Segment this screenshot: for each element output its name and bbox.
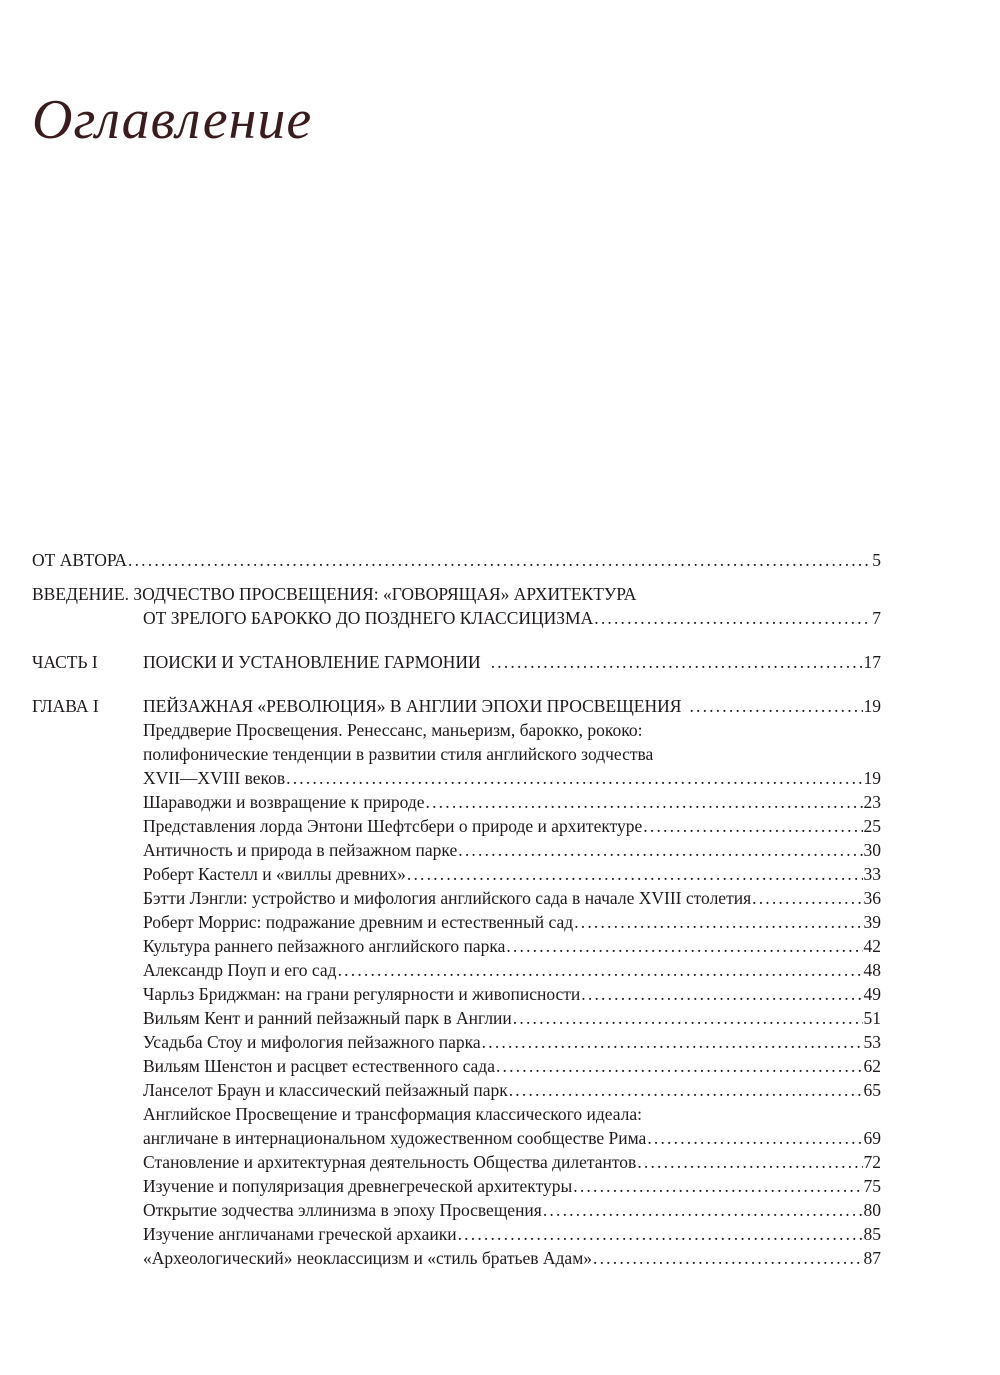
toc-section-entry[interactable]: [32, 982, 881, 1006]
dot-leader: [491, 650, 863, 674]
entry-title: Изучение и популяризация древнегреческой архитектуры: [143, 1176, 573, 1196]
entry-title: Культура раннего пейзажного английского парка: [143, 936, 506, 956]
page-number: 17: [863, 652, 881, 672]
entry-title: Шараводжи и возвращение к природе: [143, 792, 425, 812]
page-number: 48: [863, 960, 881, 980]
entry-title: Бэтти Лэнгли: устройство и мифология английского сада в начале XVIII столетия: [143, 888, 752, 908]
dot-leader: [513, 1006, 863, 1030]
page-number: 19: [863, 768, 881, 788]
entry-title: полифонические тенденции в развитии стиля английского зодчества: [143, 744, 654, 764]
toc-section-entry[interactable]: [32, 814, 881, 838]
entry-title: Преддверие Просвещения. Ренессанс, маньеризм, барокко, рококо:: [143, 720, 643, 740]
dot-leader: [128, 548, 871, 572]
toc-section-entry[interactable]: [32, 934, 881, 958]
toc-section-line[interactable]: [32, 1102, 881, 1126]
entry-title: Чарльз Бриджман: на грани регулярности и живописности: [143, 984, 581, 1004]
toc-section-entry[interactable]: [32, 862, 881, 886]
toc-section-line[interactable]: [32, 742, 881, 766]
toc-section-entry[interactable]: [32, 766, 881, 790]
section-list: [32, 718, 881, 1270]
toc-section-entry[interactable]: [32, 1198, 881, 1222]
page-number: 80: [863, 1200, 881, 1220]
page-number: 51: [863, 1008, 881, 1028]
page-number: 7: [872, 608, 881, 628]
dot-leader: [594, 606, 871, 630]
toc-entry-from-author[interactable]: [32, 548, 881, 572]
toc-section-entry[interactable]: [32, 1174, 881, 1198]
toc-section-entry[interactable]: [32, 1126, 881, 1150]
dot-leader: [458, 1222, 863, 1246]
dot-leader: [689, 694, 862, 718]
dot-leader: [509, 1078, 863, 1102]
entry-title: ПЕЙЗАЖНАЯ «РЕВОЛЮЦИЯ» В АНГЛИИ ЭПОХИ ПРОСВЕЩЕНИЯ: [143, 696, 682, 716]
toc-section-entry[interactable]: [32, 1246, 881, 1270]
page-number: 72: [863, 1152, 881, 1172]
toc-section-line[interactable]: [32, 718, 881, 742]
entry-title: Роберт Моррис: подражание древним и естественный сад: [143, 912, 574, 932]
dot-leader: [647, 1126, 862, 1150]
dot-leader: [426, 790, 863, 814]
page-number: 33: [863, 864, 881, 884]
page-number: 30: [863, 840, 881, 860]
dot-leader: [637, 1150, 862, 1174]
dot-leader: [581, 982, 862, 1006]
page-number: 87: [863, 1248, 881, 1268]
entry-title: Вильям Кент и ранний пейзажный парк в Англии: [143, 1008, 512, 1028]
entry-title: ОТ АВТОРА: [32, 550, 128, 570]
page-number: 23: [863, 792, 881, 812]
toc-entry-part[interactable]: [32, 650, 881, 674]
page-number: 19: [863, 696, 881, 716]
entry-title: Античность и природа в пейзажном парке: [143, 840, 458, 860]
table-of-contents: [32, 548, 881, 1270]
entry-title: Ланселот Браун и классический пейзажный парк: [143, 1080, 508, 1100]
page-number: 69: [863, 1128, 881, 1148]
page-number: 39: [863, 912, 881, 932]
chapter-label: ГЛАВА I: [32, 696, 99, 716]
page-number: 65: [863, 1080, 881, 1100]
entry-title: ПОИСКИ И УСТАНОВЛЕНИЕ ГАРМОНИИ: [143, 652, 481, 672]
entry-title: Усадьба Стоу и мифология пейзажного парка: [143, 1032, 481, 1052]
page-number: 62: [863, 1056, 881, 1076]
entry-title: ВВЕДЕНИЕ. ЗОДЧЕСТВО ПРОСВЕЩЕНИЯ: «ГОВОРЯЩАЯ» АРХИТЕКТУРА: [32, 584, 637, 604]
dot-leader: [496, 1054, 863, 1078]
entry-title: «Археологический» неоклассицизм и «стиль братьев Адам»: [143, 1248, 593, 1268]
entry-title: Вильям Шенстон и расцвет естественного сада: [143, 1056, 495, 1076]
entry-title: Изучение англичанами греческой архаики: [143, 1224, 457, 1244]
toc-entry-intro-line2[interactable]: [32, 606, 881, 630]
entry-title: Александр Поуп и его сад: [143, 960, 337, 980]
toc-section-entry[interactable]: [32, 958, 881, 982]
toc-entry-chapter[interactable]: [32, 694, 881, 718]
dot-leader: [573, 1174, 862, 1198]
entry-title: англичане в интернациональном художественном сообществе Рима: [143, 1128, 647, 1148]
toc-section-entry[interactable]: [32, 1030, 881, 1054]
page-number: 25: [863, 816, 881, 836]
part-label: ЧАСТЬ I: [32, 652, 98, 672]
dot-leader: [458, 838, 862, 862]
entry-title: XVII—XVIII веков: [143, 768, 286, 788]
page-number: 53: [863, 1032, 881, 1052]
dot-leader: [752, 886, 862, 910]
entry-title: Представления лорда Энтони Шефтсбери о природе и архитектуре: [143, 816, 643, 836]
dot-leader: [506, 934, 862, 958]
toc-section-entry[interactable]: [32, 1222, 881, 1246]
toc-section-entry[interactable]: [32, 1078, 881, 1102]
toc-section-entry[interactable]: [32, 910, 881, 934]
page-number: 36: [863, 888, 881, 908]
entry-title: Открытие зодчества эллинизма в эпоху Просвещения: [143, 1200, 542, 1220]
toc-section-entry[interactable]: [32, 1006, 881, 1030]
toc-section-entry[interactable]: [32, 838, 881, 862]
toc-section-entry[interactable]: [32, 790, 881, 814]
entry-title: Английское Просвещение и трансформация классического идеала:: [143, 1104, 642, 1124]
dot-leader: [643, 814, 862, 838]
dot-leader: [593, 1246, 862, 1270]
toc-section-entry[interactable]: [32, 886, 881, 910]
toc-section-entry[interactable]: [32, 1150, 881, 1174]
toc-entry-intro-line1[interactable]: [32, 582, 881, 606]
page-number: 5: [872, 550, 881, 570]
page-title: Оглавление: [32, 89, 313, 151]
page-number: 49: [863, 984, 881, 1004]
dot-leader: [338, 958, 863, 982]
entry-title: Роберт Кастелл и «виллы древних»: [143, 864, 406, 884]
page-number: 85: [863, 1224, 881, 1244]
dot-leader: [286, 766, 862, 790]
dot-leader: [543, 1198, 863, 1222]
entry-title: ОТ ЗРЕЛОГО БАРОККО ДО ПОЗДНЕГО КЛАССИЦИЗМА: [143, 608, 594, 628]
dot-leader: [574, 910, 862, 934]
toc-section-entry[interactable]: [32, 1054, 881, 1078]
dot-leader: [407, 862, 863, 886]
dot-leader: [482, 1030, 863, 1054]
page-number: 42: [863, 936, 881, 956]
page-number: 75: [863, 1176, 881, 1196]
entry-title: Становление и архитектурная деятельность Общества дилетантов: [143, 1152, 637, 1172]
